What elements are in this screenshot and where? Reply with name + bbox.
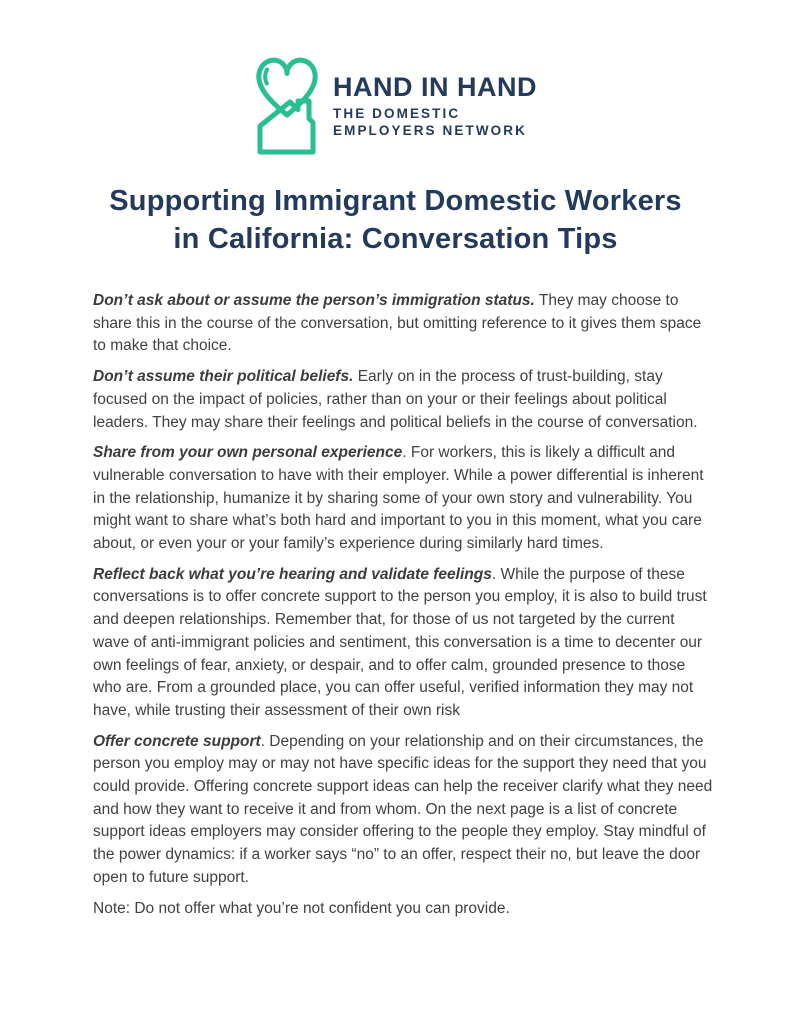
paragraph-text: . Depending on your relationship and on their circumstances, the person you employ may or may not have specific ideas for the support they need that you could provide. Offering concrete support ideas can help the receiver clarify what they need and how they want to receive it and from whom. On the next page is a list of concrete support ideas employers may consider offering to the people they employ. Stay mindful of the power dynamics: if a worker says “no” to an offer, respect their no, but leave the door open to future support.	[93, 732, 713, 886]
paragraph-lead: Don’t ask about or assume the person’s immigration status.	[93, 292, 535, 309]
paragraph-text: They may choose to share this in the course of the conversation, but omitting reference to it gives them space to make that choice.	[93, 292, 702, 355]
title-line-2: in California: Conversation Tips	[173, 223, 618, 255]
paragraph-lead: Share from your own personal experience	[93, 444, 403, 462]
heart-house-icon	[254, 52, 318, 155]
logo-tagline	[333, 106, 537, 139]
heart-accent-stroke	[265, 70, 267, 84]
logo	[0, 52, 791, 155]
paragraph-lead: Don’t assume their political beliefs.	[93, 368, 354, 386]
paragraph-political-beliefs	[93, 366, 714, 434]
paragraph-concrete-support	[93, 731, 714, 890]
tagline-line-2: EMPLOYERS NETWORK	[333, 123, 527, 139]
paragraph-immigration-status	[93, 290, 714, 358]
paragraph-personal-experience	[93, 442, 714, 556]
paragraph-text: . For workers, this is likely a difficult and vulnerable conversation to have with their employer. While a power differential is inherent in the relationship, humanize it by sharing some of your own story and vulnerability. You might want to share what’s both hard and important to you in this moment, what you care about, or even your or your family’s experience during similarly hard times.	[93, 444, 704, 553]
paragraph-text: Early on in the process of trust-building, stay focused on the impact of policies, rather than on your or their feelings about political leaders. They may share their feelings and political beliefs in the course of conversation.	[93, 368, 698, 431]
paragraph-text: . While the purpose of these conversations is to offer concrete support to the person you employ, it is also to build trust and deepen relationships. Remember that, for those of us not targeted by the current wave of anti-immigrant policies and sentiment, this conversation is a time to decenter our own feelings of fear, anxiety, or despair, and to offer calm, grounded presence to those who are. From a grounded place, you can offer useful, verified information they may not have, while trusting their assessment of their own risk	[93, 565, 707, 719]
brand-name: HAND IN HAND	[333, 72, 537, 102]
logo-text	[333, 52, 537, 140]
house-outline	[260, 101, 313, 152]
note-paragraph: Note: Do not offer what you’re not confident you can provide.	[93, 899, 510, 917]
title-line-1: Supporting Immigrant Domestic Workers	[109, 185, 682, 217]
document-body	[93, 290, 714, 920]
page-title	[0, 182, 791, 258]
paragraph-lead: Offer concrete support	[93, 732, 261, 750]
paragraph-reflect-back	[93, 564, 714, 723]
paragraph-lead: Reflect back what you’re hearing and validate feelings	[93, 565, 492, 583]
tagline-line-1: THE DOMESTIC	[333, 106, 461, 122]
